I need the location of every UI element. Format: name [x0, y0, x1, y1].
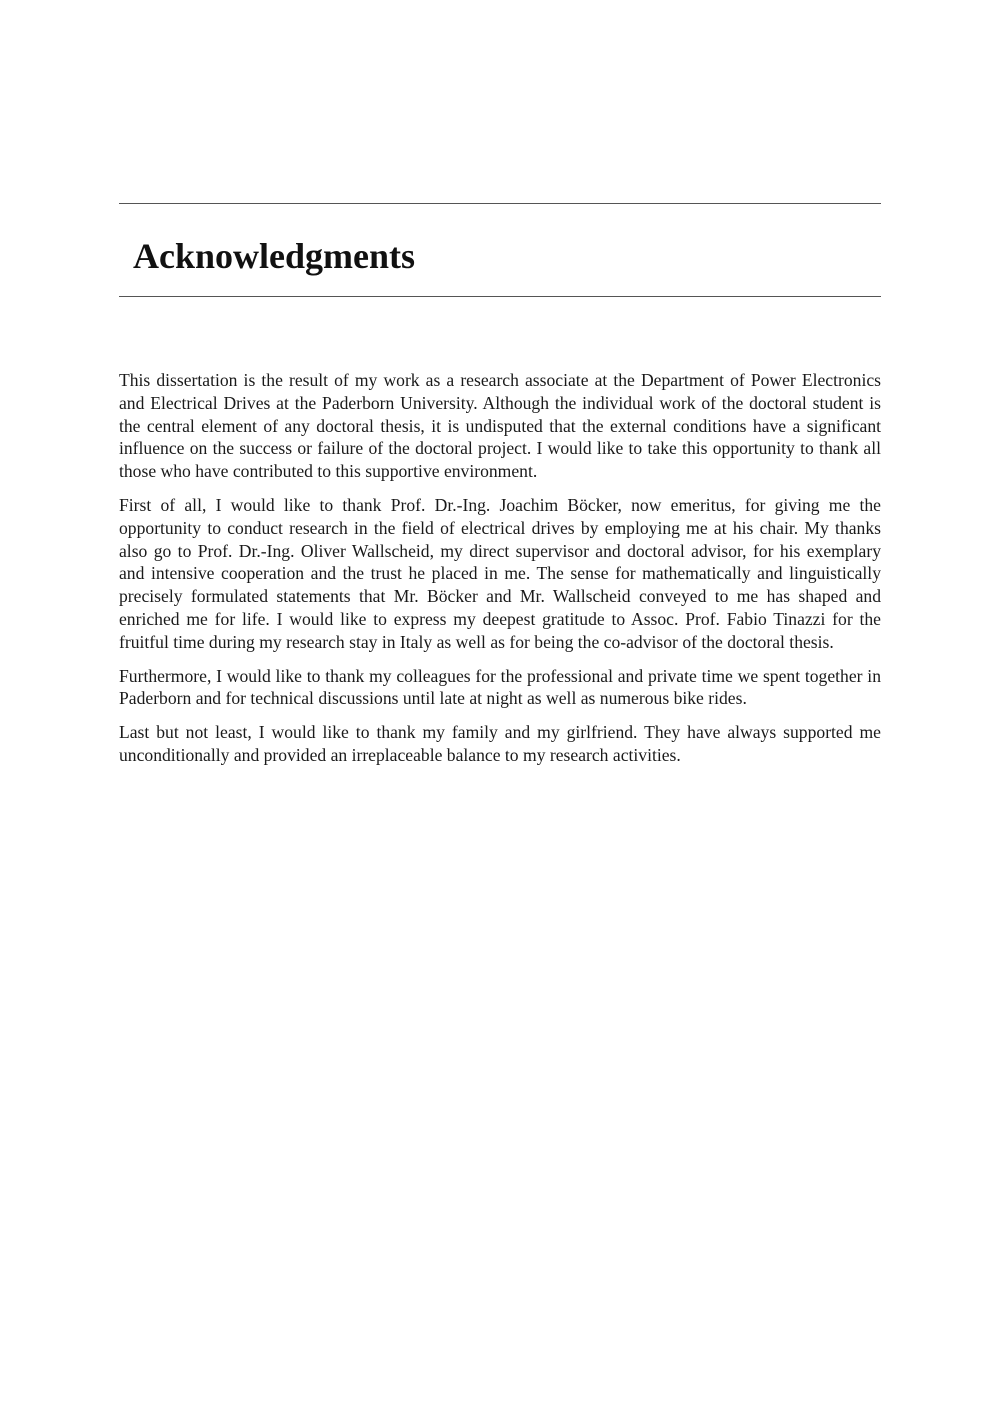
paragraph-family: Last but not least, I would like to thank my family and my girlfriend. They have always supported me unconditionally and provided an irreplaceable balance to my research activities.	[119, 722, 881, 765]
paragraph-colleagues: Furthermore, I would like to thank my colleagues for the professional and private time we spent together in Paderborn and for technical discussions until late at night as well as numerous bike rides.	[119, 665, 881, 709]
paragraph-intro: This dissertation is the result of my work as a research associate at the Department of Power Electronics and Electrical Drives at the Paderborn University. Although the individual work of the doctoral student is the central element of any doctoral thesis, it is undisputed that the external conditions have a significant influence on the success or failure of the doctoral project. I would like to take this opportunity to thank all those who have contributed to this supportive environment.	[119, 370, 881, 482]
body-text	[119, 369, 881, 778]
heading-top-rule	[119, 203, 881, 204]
heading-bottom-rule	[119, 296, 881, 297]
paragraph-supervisors: First of all, I would like to thank Prof. Dr.-Ing. Joachim Böcker, now emeritus, for giving me the opportunity to conduct research in the field of electrical drives by employing me at his chair. My thanks also go to Prof. Dr.-Ing. Oliver Wallscheid, my direct supervisor and doctoral advisor, for his exemplary and intensive cooperation and the trust he placed in me. The sense for mathematically and linguistically precisely formulated statements that Mr. Böcker and Mr. Wallscheid conveyed to me has shaped and enriched me for life. I would like to express my deepest gratitude to Assoc. Prof. Fabio Tinazzi for the fruitful time during my research stay in Italy as well as for being the co-advisor of the doctoral thesis.	[119, 494, 881, 652]
chapter-heading: Acknowledgments	[133, 236, 416, 276]
